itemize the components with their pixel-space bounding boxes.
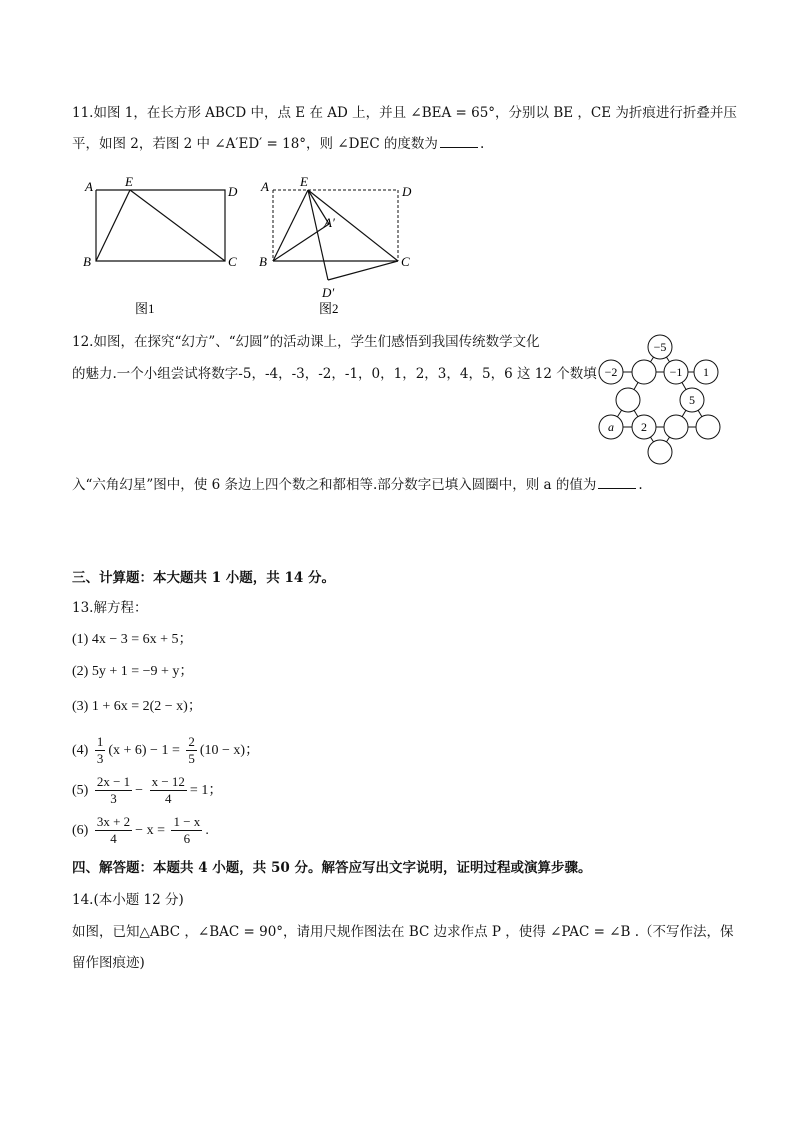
numerator: 2x − 1 bbox=[96, 774, 131, 790]
part4-end: (10 − x)； bbox=[199, 743, 260, 758]
q11-line2-end: . bbox=[479, 136, 485, 152]
q13-part5 bbox=[72, 774, 222, 808]
q13-part6 bbox=[72, 814, 209, 848]
value-right-top: 1 bbox=[703, 365, 709, 379]
section-4-heading: 四、解答题：本题共 4 小题，共 50 分。解答应写出文字说明，证明过程或演算步骤。 bbox=[72, 860, 592, 876]
segment-ec bbox=[130, 190, 225, 261]
label-C: C bbox=[228, 254, 237, 269]
part5-middle: − bbox=[135, 783, 144, 798]
denominator: 3 bbox=[110, 791, 117, 807]
q14-line1: 如图，已知△ABC ，∠BAC = 90°，请用尺规作图法在 BC 边求作点 P ，使得 ∠PAC = ∠B .（不写作法，保 bbox=[72, 924, 734, 940]
q13-part4 bbox=[72, 734, 259, 768]
label-A: A bbox=[261, 179, 269, 194]
circle-right-bottom bbox=[696, 415, 720, 439]
figure-1 bbox=[80, 172, 250, 320]
part5-fraction-2 bbox=[150, 774, 187, 807]
answer-blank bbox=[440, 135, 478, 148]
circle-mid-left bbox=[616, 388, 640, 412]
denominator: 4 bbox=[110, 831, 117, 847]
denominator: 3 bbox=[96, 751, 104, 767]
figure-1-caption: 图1 bbox=[135, 301, 155, 316]
part4-label: (4) bbox=[72, 743, 89, 758]
value-inner-bottom-left: 2 bbox=[641, 420, 647, 434]
circle-inner-bottom-right bbox=[664, 415, 688, 439]
part6-end: . bbox=[205, 823, 209, 838]
hexagram-star-figure bbox=[594, 330, 728, 466]
denominator: 4 bbox=[165, 791, 172, 807]
segment-a-prime-b bbox=[273, 224, 329, 261]
numerator: 3x + 2 bbox=[96, 814, 131, 830]
q12-line3-text: 入“六角幻星”图中，使 6 条边上四个数之和都相等.部分数字已填入圆圈中，则 a 的值为 bbox=[72, 477, 597, 493]
part5-label: (5) bbox=[72, 783, 89, 798]
q12-line2: 的魅力.一个小组尝试将数字-5，-4，-3，-2，-1，0，1，2，3，4，5，6 这 12 个数填 bbox=[72, 366, 597, 382]
label-E: E bbox=[125, 174, 133, 189]
label-A-prime: A′ bbox=[324, 215, 335, 230]
numerator: 2 bbox=[188, 734, 195, 750]
circle-bottom bbox=[648, 440, 672, 464]
q13-part3: (3) 1 + 6x = 2(2 − x)； bbox=[72, 699, 202, 714]
q13-part1: (1) 4x − 3 = 6x + 5； bbox=[72, 632, 193, 647]
part4-fraction-1 bbox=[95, 734, 106, 767]
figure-2 bbox=[256, 172, 426, 320]
q13-part2: (2) 5y + 1 = −9 + y； bbox=[72, 664, 194, 679]
dashed-rectangle bbox=[273, 190, 398, 261]
segment-d-prime-c bbox=[328, 261, 398, 280]
label-A: A bbox=[85, 179, 93, 194]
part6-label: (6) bbox=[72, 823, 89, 838]
denominator: 5 bbox=[188, 751, 195, 767]
label-D-prime: D′ bbox=[322, 285, 335, 300]
q12-line3-end: . bbox=[638, 477, 643, 493]
q11-line2-text: 平，如图 2，若图 2 中 ∠A′ED′ = 18°，则 ∠DEC 的度数为 bbox=[72, 136, 438, 152]
part6-middle: − x = bbox=[135, 823, 165, 838]
label-C: C bbox=[401, 254, 410, 269]
part5-fraction-1 bbox=[95, 774, 132, 807]
q11-line1: 11.如图 1，在长方形 ABCD 中，点 E 在 AD 上，并且 ∠BEA = 65°，分别以 BE ，CE 为折痕进行折叠并压 bbox=[72, 105, 737, 121]
q12-line3 bbox=[72, 475, 643, 495]
numerator: 1 bbox=[96, 734, 104, 750]
q12-line1: 12.如图，在探究“幻方”、“幻圆”的活动课上，学生们感悟到我国传统数学文化 bbox=[72, 334, 540, 350]
answer-blank bbox=[598, 476, 636, 489]
value-a: a bbox=[608, 420, 614, 434]
label-D: D bbox=[228, 184, 238, 199]
denominator: 6 bbox=[183, 831, 191, 847]
label-E: E bbox=[300, 174, 308, 189]
q14-title: 14.(本小题 12 分) bbox=[72, 892, 184, 908]
q11-line2 bbox=[72, 134, 484, 154]
numerator: x − 12 bbox=[151, 774, 185, 790]
rectangle-abcd bbox=[96, 190, 225, 261]
figure-2-caption: 图2 bbox=[319, 301, 339, 316]
q13-title: 13.解方程： bbox=[72, 600, 148, 616]
part4-middle: (x + 6) − 1 = bbox=[108, 743, 180, 758]
value-left-top: −2 bbox=[604, 365, 618, 379]
value-top: −5 bbox=[653, 340, 667, 354]
segment-be bbox=[96, 190, 130, 261]
q14-line2: 留作图痕迹) bbox=[72, 955, 145, 971]
part6-fraction-2 bbox=[171, 814, 202, 847]
value-inner-top-right: −1 bbox=[669, 365, 683, 379]
label-B: B bbox=[259, 254, 267, 269]
part4-fraction-2 bbox=[186, 734, 197, 767]
value-mid-right: 5 bbox=[689, 393, 695, 407]
segment-be bbox=[273, 190, 308, 261]
part5-end: = 1； bbox=[189, 783, 223, 798]
section-3-heading: 三、计算题：本大题共 1 小题，共 14 分。 bbox=[72, 570, 335, 586]
label-D: D bbox=[402, 184, 412, 199]
label-B: B bbox=[83, 254, 91, 269]
numerator: 1 − x bbox=[173, 814, 201, 830]
part6-fraction-1 bbox=[95, 814, 132, 847]
circle-inner-top-left bbox=[632, 360, 656, 384]
